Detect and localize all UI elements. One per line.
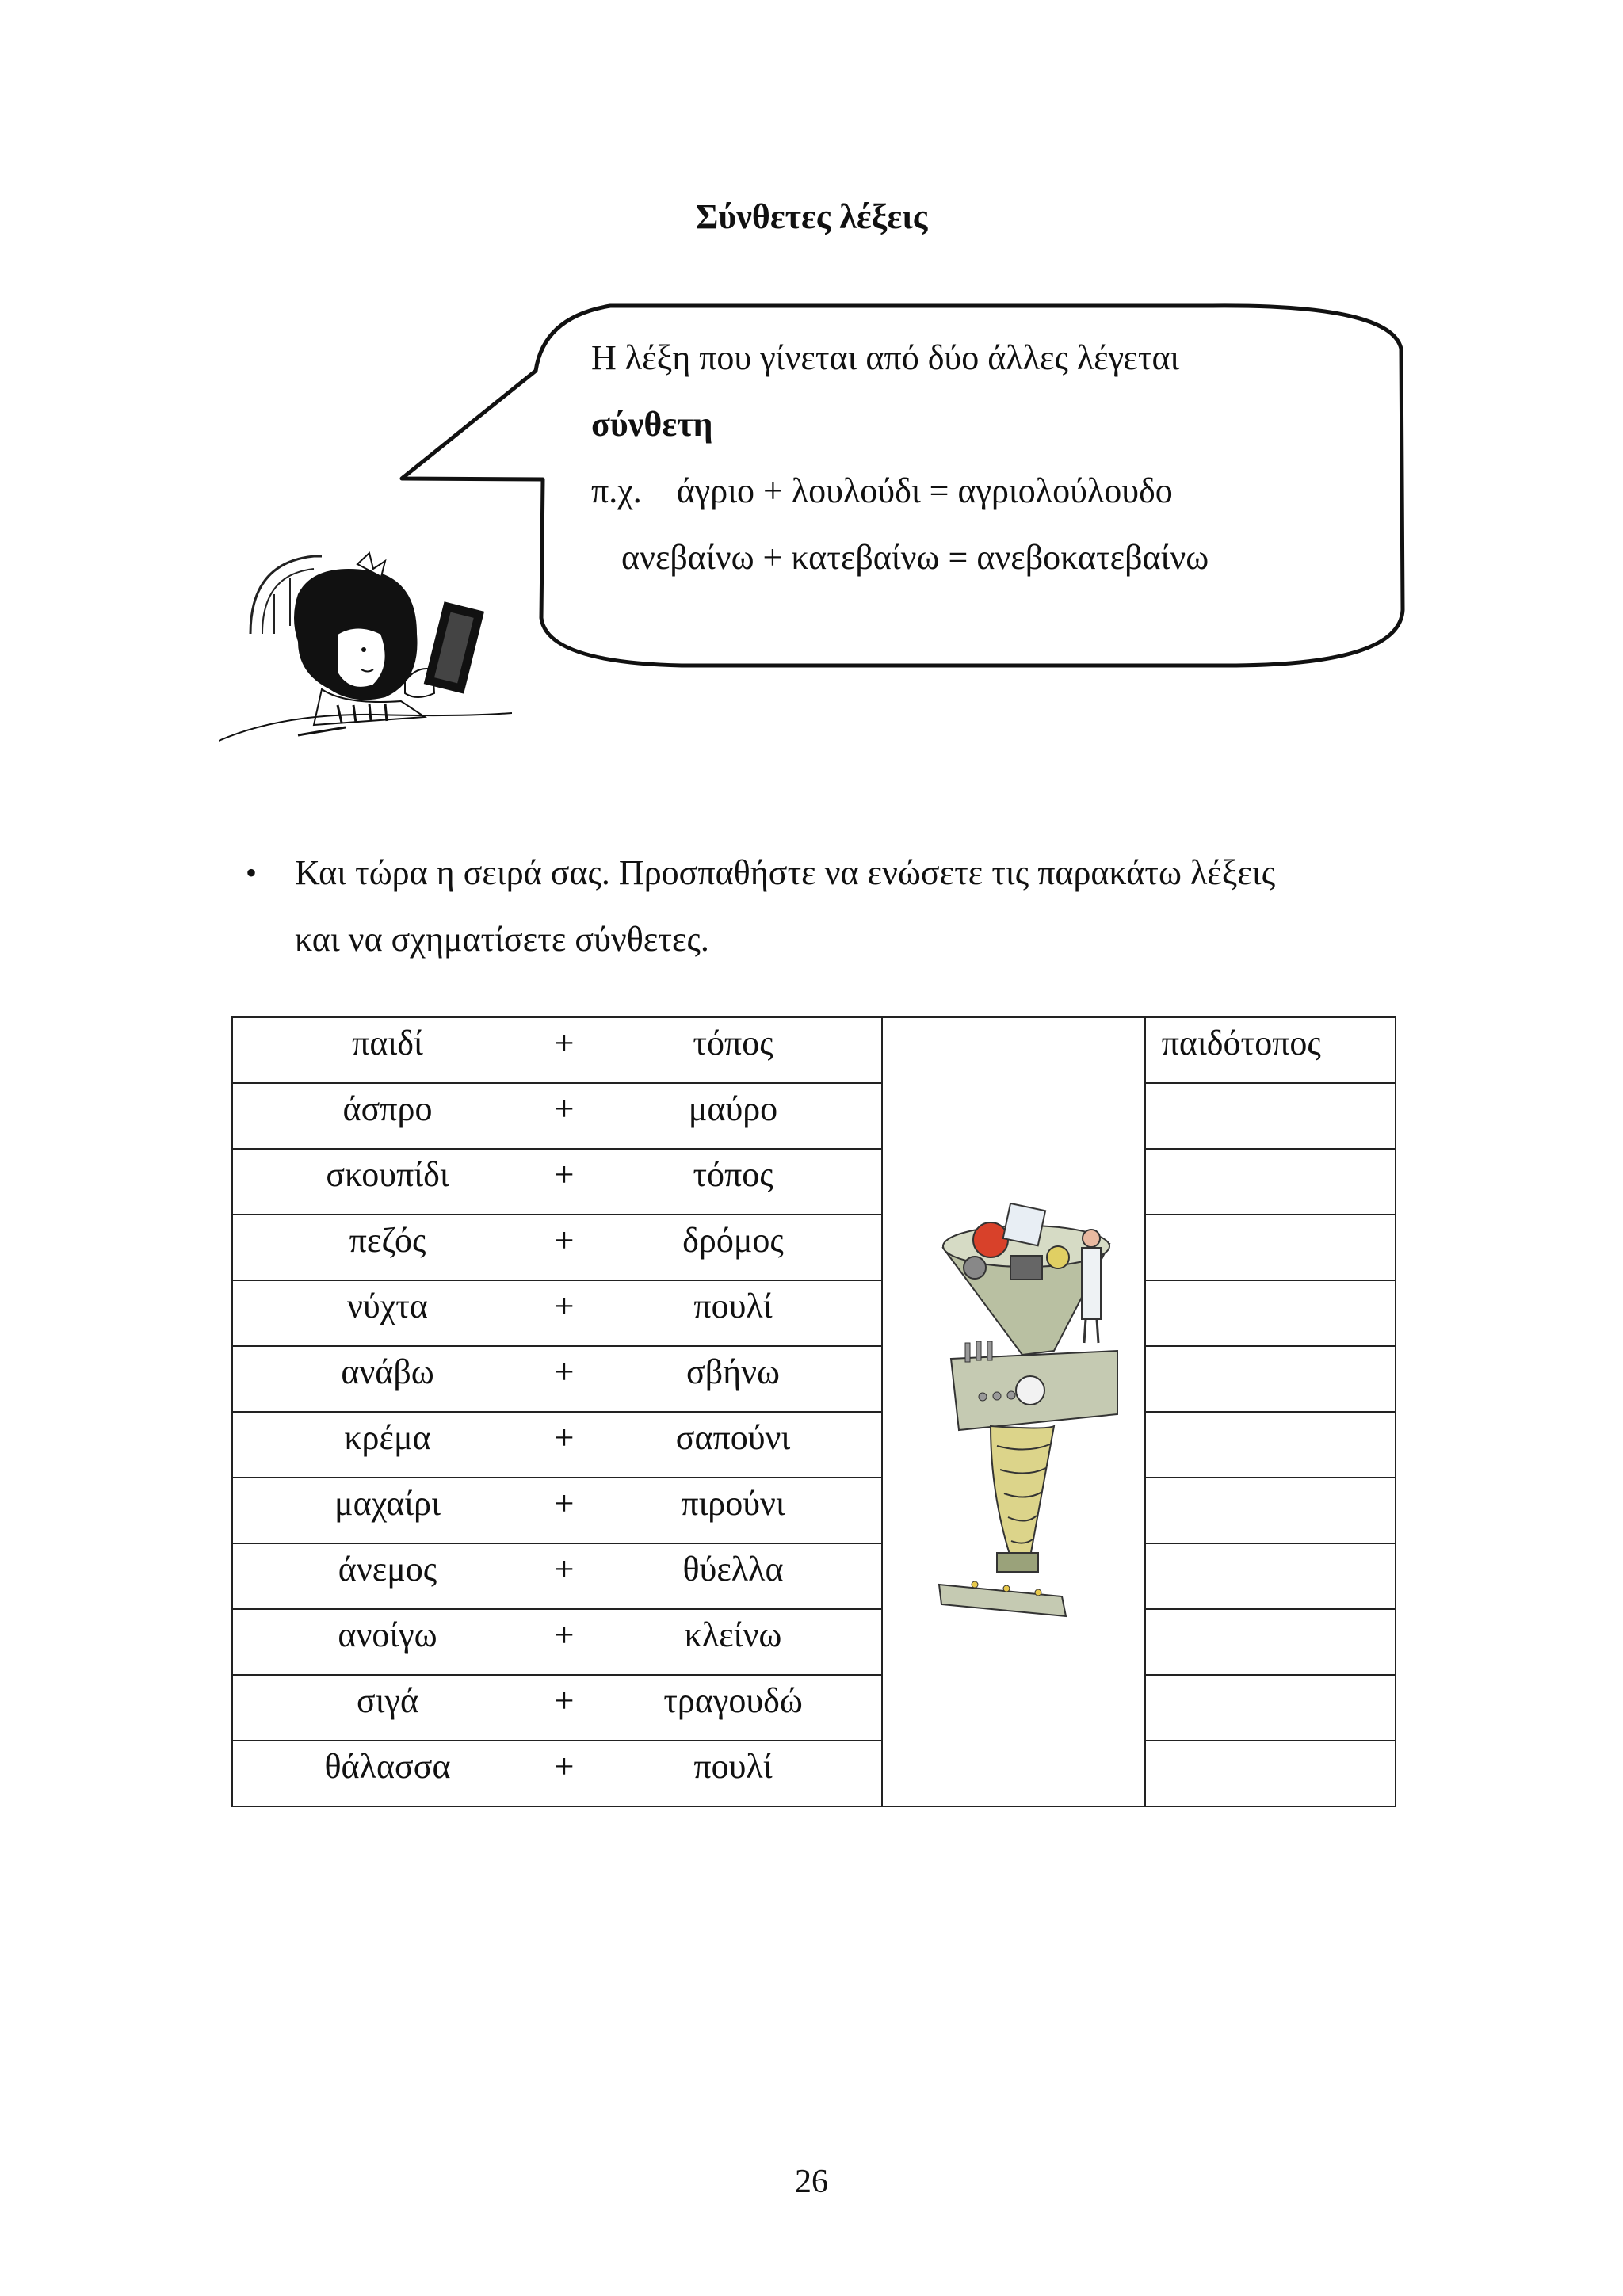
first-word: πεζός	[349, 1221, 426, 1260]
answer-cell[interactable]	[1145, 1741, 1396, 1806]
second-word: μαύρο	[688, 1089, 778, 1128]
answer-cell[interactable]	[1145, 1149, 1396, 1215]
plus-sign: +	[554, 1089, 575, 1128]
word-pair-cell	[232, 1675, 882, 1741]
table-row	[232, 1543, 1396, 1609]
word-pair-cell	[232, 1083, 882, 1149]
plus-sign: +	[554, 1024, 575, 1062]
answer-cell[interactable]	[1145, 1346, 1396, 1412]
first-word: θάλασσα	[324, 1747, 451, 1786]
first-word: νύχτα	[347, 1287, 428, 1325]
first-word: άσπρο	[342, 1089, 433, 1128]
table-row	[232, 1083, 1396, 1149]
example-line-2: ανεβαίνω + κατεβαίνω = ανεβοκατεβαίνω	[621, 538, 1209, 577]
definition-line: Η λέξη που γίνεται από δύο άλλες λέγεται	[591, 338, 1180, 377]
word-pair-cell	[232, 1017, 882, 1083]
word-pair-cell	[232, 1478, 882, 1543]
first-word: παιδί	[352, 1024, 423, 1062]
page-number: 26	[795, 2164, 828, 2200]
first-word: ανάβω	[341, 1352, 434, 1391]
second-word: κλείνω	[684, 1615, 782, 1654]
table-row	[232, 1675, 1396, 1741]
table-row	[232, 1478, 1396, 1543]
plus-sign: +	[554, 1550, 575, 1589]
table-row	[232, 1346, 1396, 1412]
bubble-text	[591, 325, 1209, 591]
table-row	[232, 1280, 1396, 1346]
second-word: δρόμος	[682, 1221, 784, 1260]
answer-cell[interactable]	[1145, 1280, 1396, 1346]
plus-sign: +	[554, 1681, 575, 1720]
plus-sign: +	[554, 1615, 575, 1654]
answer-cell[interactable]	[1145, 1215, 1396, 1280]
second-word: τραγουδώ	[663, 1681, 803, 1720]
answer-cell[interactable]	[1145, 1609, 1396, 1675]
word-pair-cell	[232, 1346, 882, 1412]
plus-sign: +	[554, 1352, 575, 1391]
second-word: πιρούνι	[681, 1484, 785, 1523]
word-pair-cell	[232, 1543, 882, 1609]
reading-girl-illustration	[219, 547, 512, 753]
answer-cell[interactable]	[1145, 1083, 1396, 1149]
word-pair-cell	[232, 1412, 882, 1478]
word-pair-cell	[232, 1149, 882, 1215]
instruction-line-2: και να σχηματίσετε σύνθετες.	[295, 920, 709, 959]
first-word: κρέμα	[344, 1418, 431, 1457]
definition-term: σύνθετη	[591, 405, 713, 444]
first-word: σιγά	[356, 1681, 419, 1720]
second-word: πουλί	[693, 1747, 773, 1786]
plus-sign: +	[554, 1418, 575, 1457]
table-row	[232, 1149, 1396, 1215]
compound-words-table	[231, 1016, 1396, 1807]
word-pair-cell	[232, 1215, 882, 1280]
answer-cell[interactable]	[1145, 1478, 1396, 1543]
answer-cell[interactable]	[1145, 1675, 1396, 1741]
plus-sign: +	[554, 1155, 575, 1194]
table-row	[232, 1017, 1396, 1083]
answer-cell[interactable]: παιδότοπος	[1145, 1017, 1396, 1083]
table-row	[232, 1215, 1396, 1280]
bullet-icon: •	[246, 855, 258, 891]
second-word: σβήνω	[686, 1352, 780, 1391]
table-row	[232, 1412, 1396, 1478]
instruction	[238, 840, 1426, 973]
answer-cell[interactable]	[1145, 1543, 1396, 1609]
plus-sign: +	[554, 1287, 575, 1325]
word-pair-cell	[232, 1609, 882, 1675]
first-word: σκουπίδι	[326, 1155, 449, 1194]
plus-sign: +	[554, 1747, 575, 1786]
answer-cell[interactable]	[1145, 1412, 1396, 1478]
second-word: τόπος	[693, 1024, 773, 1062]
word-combining-machine-illustration	[935, 1192, 1141, 1652]
word-pair-cell	[232, 1280, 882, 1346]
table-row	[232, 1609, 1396, 1675]
second-word: τόπος	[693, 1155, 773, 1194]
example-line-1: π.χ. άγριο + λουλούδι = αγριολούλουδο	[591, 471, 1173, 510]
first-word: ανοίγω	[338, 1615, 437, 1654]
instruction-line-1: Και τώρα η σειρά σας. Προσπαθήστε να ενώσετε τις παρακάτω λέξεις	[295, 853, 1276, 892]
second-word: σαπούνι	[675, 1418, 791, 1457]
second-word: πουλί	[693, 1287, 773, 1325]
first-word: μαχαίρι	[334, 1484, 441, 1523]
plus-sign: +	[554, 1221, 575, 1260]
page-title: Σύνθετες λέξεις	[695, 197, 928, 236]
second-word: θύελλα	[682, 1550, 784, 1589]
plus-sign: +	[554, 1484, 575, 1523]
first-word: άνεμος	[338, 1550, 437, 1589]
word-pair-cell	[232, 1741, 882, 1806]
table-row	[232, 1741, 1396, 1806]
